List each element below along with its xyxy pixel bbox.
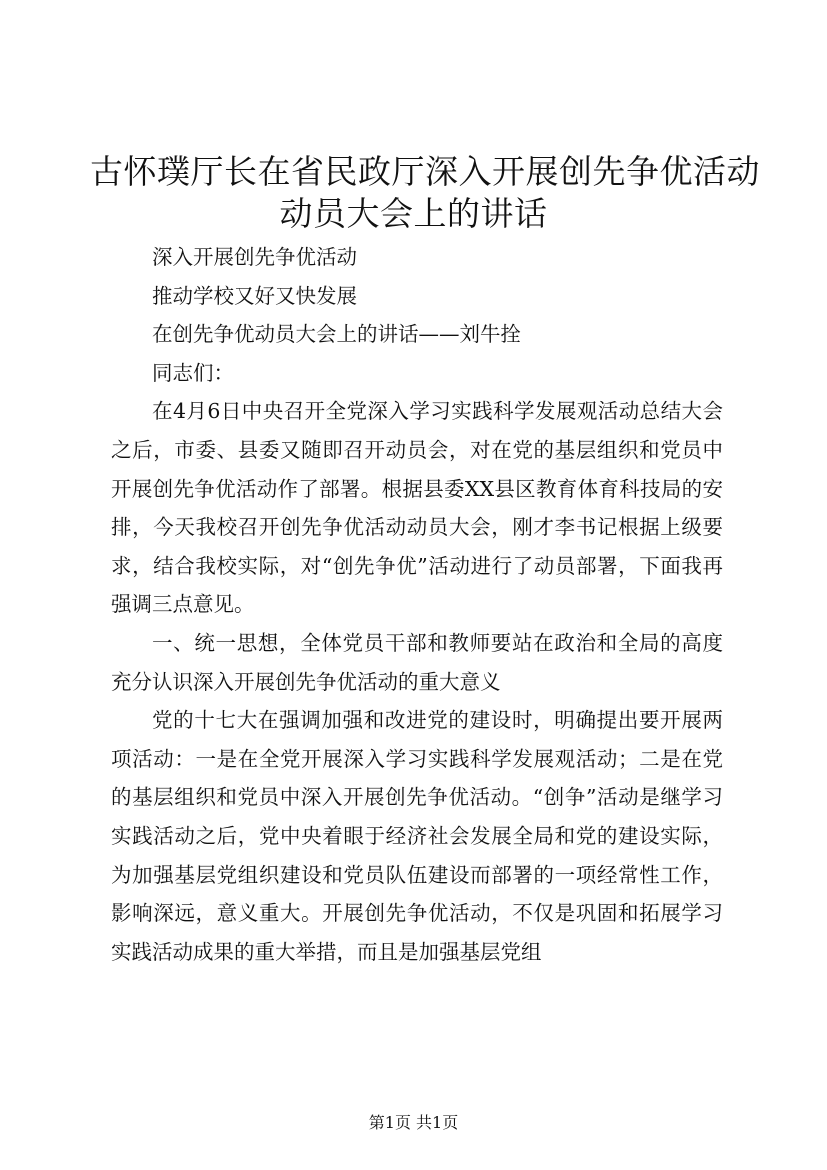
paragraph-speech-attribution: 在创先争优动员大会上的讲话——刘牛拴	[152, 322, 521, 347]
document-body	[111, 238, 723, 971]
document-title-line-1: 古怀璞厅长在省民政厅深入开展创先争优活动	[90, 152, 760, 191]
paragraph-salutation: 同志们：	[152, 360, 234, 385]
page-footer: 第1页 共1页	[368, 1113, 459, 1132]
paragraph-section-1-body: 党的十七大在强调加强和改进党的建设时，明确提出要开展两项活动：一是在全党开展深入学习实践科学发展观活动；二是在党的基层组织和党员中深入开展创先争优活动。“创争”活动是继学习实践活动之后，党中央着眼于经济社会发展全局和党的建设实际，为加强基层党组织建设和党员队伍建设而部署的一项经常性工作，影响深远，意义重大。开展创先争优活动，不仅是巩固和拓展学习实践活动成果的重大举措，而且是加强基层党组	[111, 708, 723, 964]
paragraph-intro: 在4月6日中央召开全党深入学习实践科学发展观活动总结大会之后，市委、县委又随即召开动员会，对在党的基层组织和党员中开展创先争优活动作了部署。根据县委XX县区教育体育科技局的安排，今天我校召开创先争优活动动员大会，刚才李书记根据上级要求，结合我校实际，对“创先争优”活动进行了动员部署，下面我再强调三点意见。	[111, 399, 723, 617]
paragraph-section-heading-1: 一、统一思想，全体党员干部和教师要站在政治和全局的高度充分认识深入开展创先争优活动的重大意义	[111, 630, 723, 694]
paragraph-subtitle-1: 深入开展创先争优活动	[152, 245, 357, 269]
paragraph-subtitle-2: 推动学校又好又快发展	[152, 283, 357, 308]
document-title-line-2: 动员大会上的讲话	[279, 194, 548, 233]
